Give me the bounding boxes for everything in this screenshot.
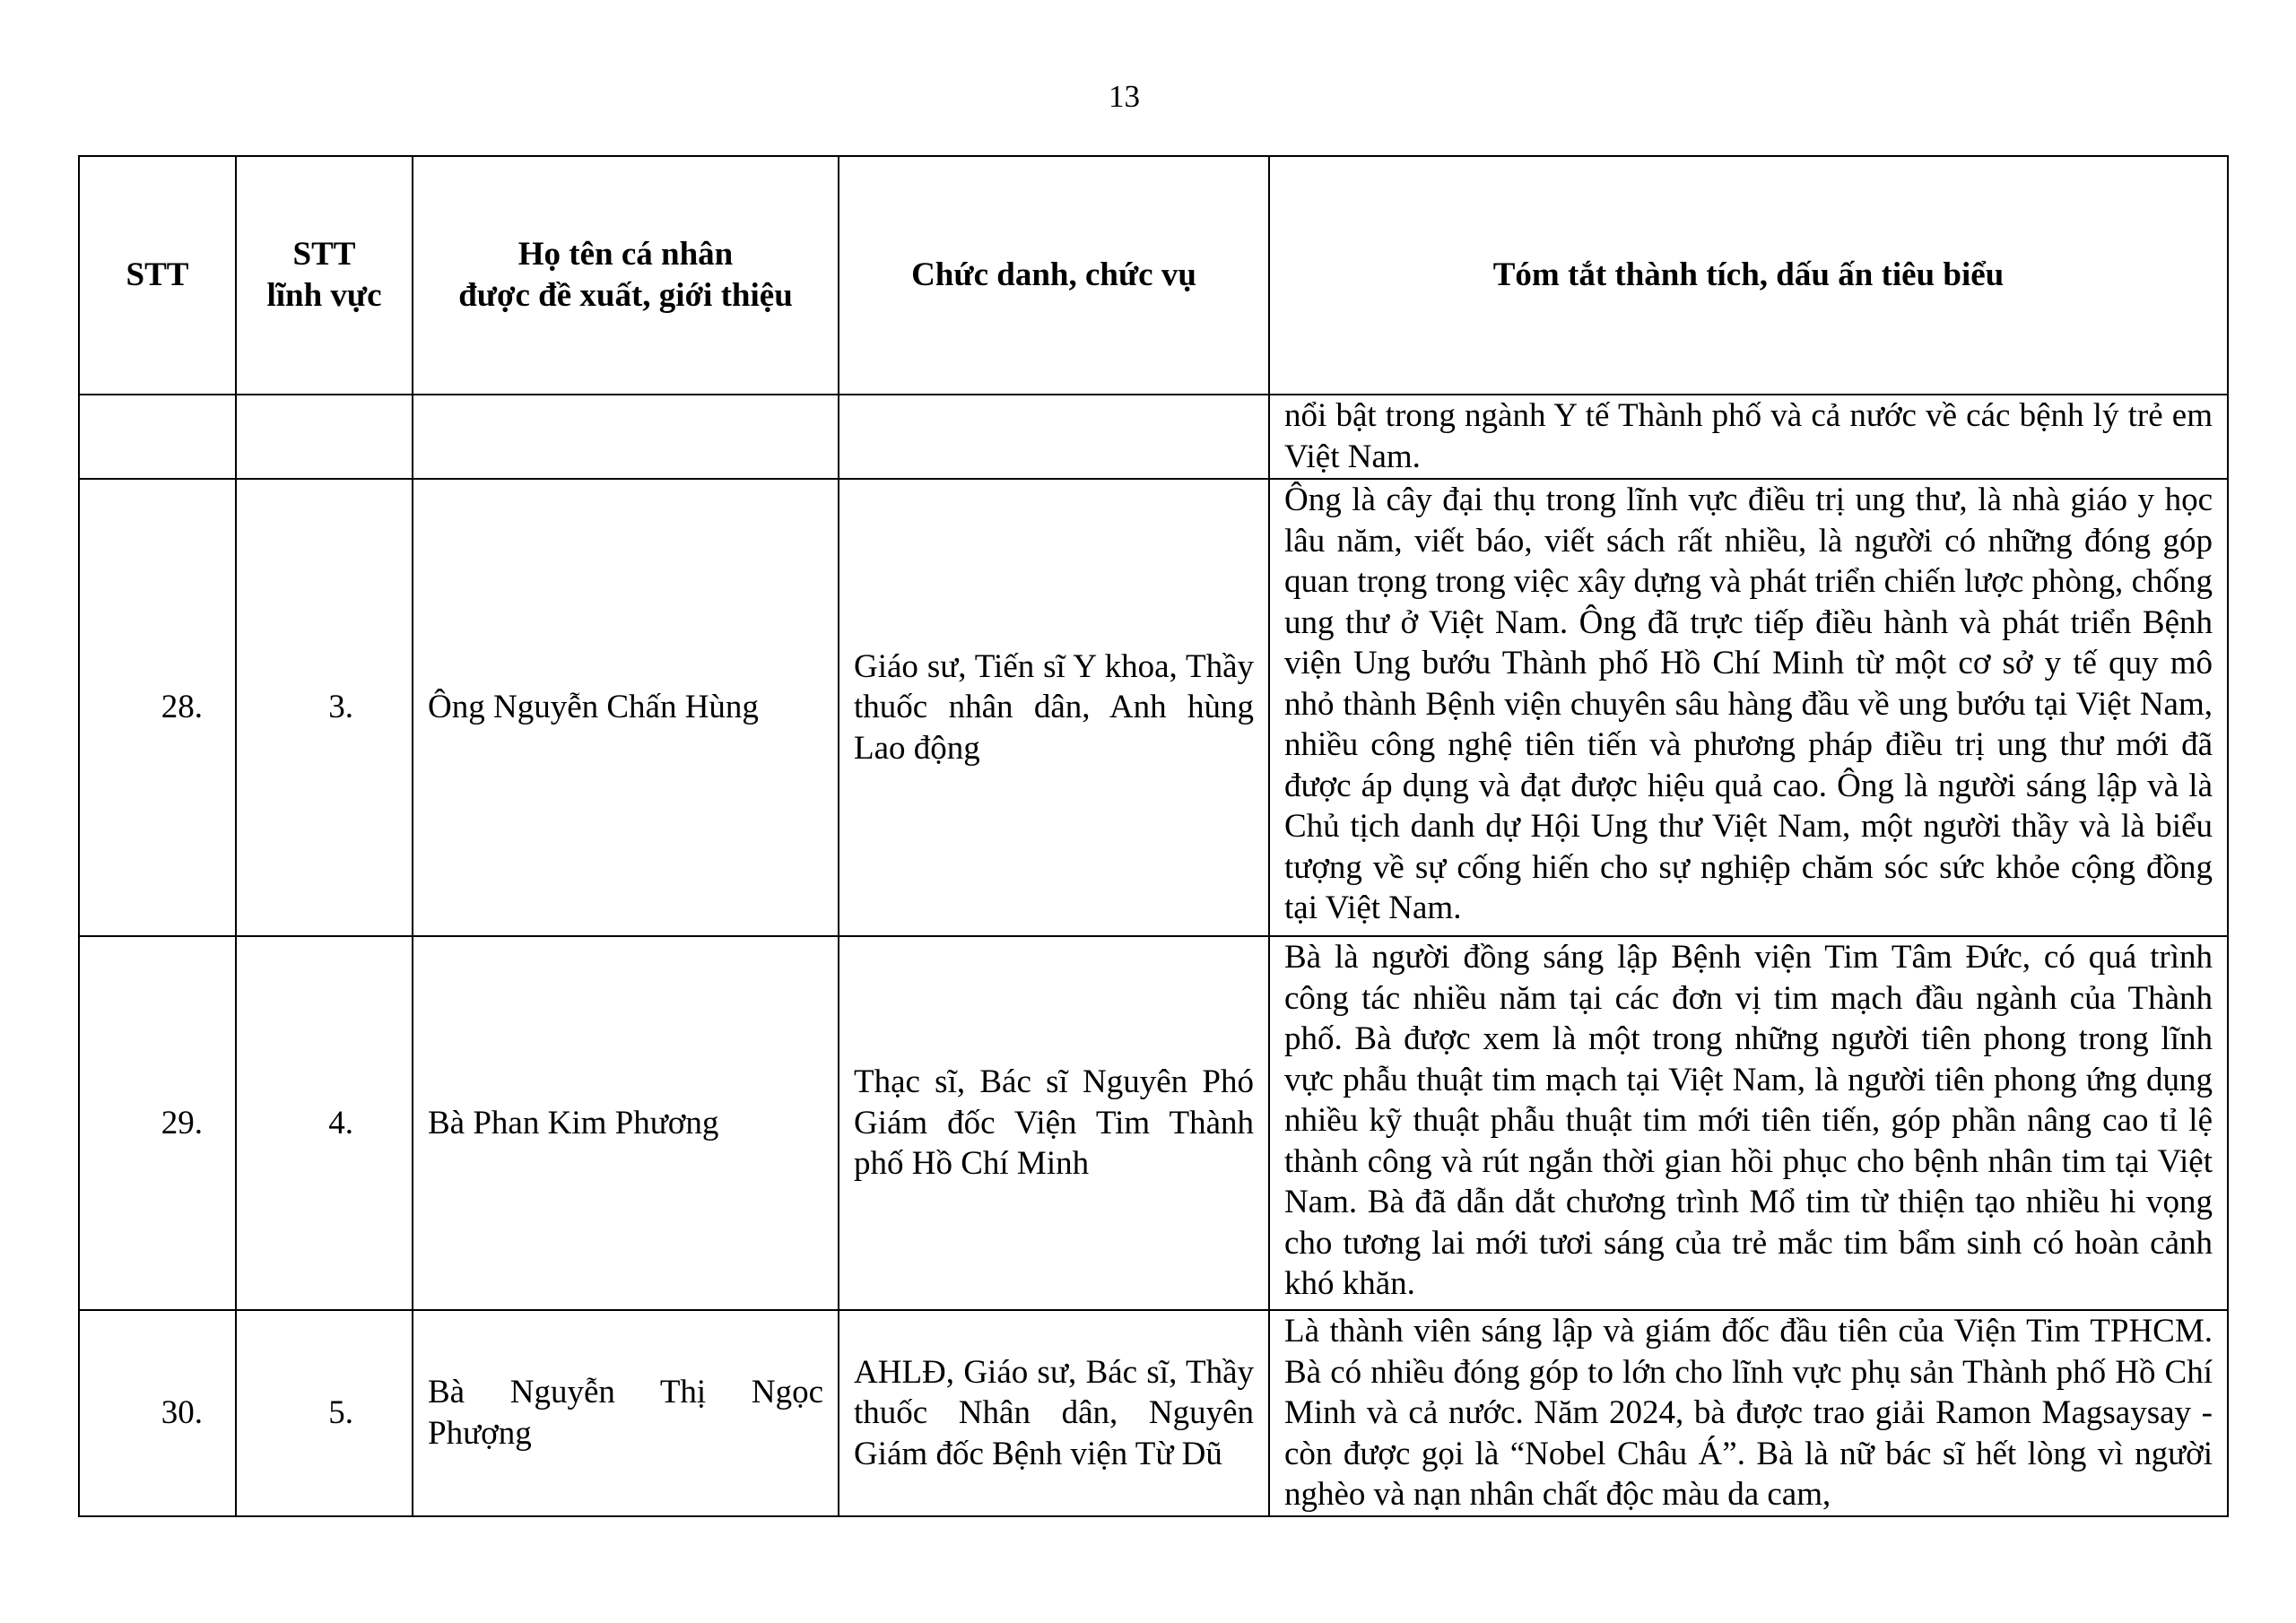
header-field-stt-line2: lĩnh vực bbox=[266, 277, 382, 314]
cell-title bbox=[839, 395, 1269, 479]
cell-field-stt: 5. bbox=[236, 1310, 413, 1516]
header-title: Chức danh, chức vụ bbox=[839, 156, 1269, 395]
page-number: 13 bbox=[1109, 79, 1140, 114]
cell-field-stt: 3. bbox=[236, 479, 413, 936]
cell-summary: Là thành viên sáng lập và giám đốc đầu tiên của Viện Tim TPHCM. Bà có nhiều đóng góp to lớn cho lĩnh vực phụ sản Thành phố Hồ Chí Minh và cả nước. Năm 2024, bà được trao giải Ramon Magsaysay - còn được gọi là “Nobel Châu Á”. Bà là nữ bác sĩ hết lòng vì người nghèo và nạn nhân chất độc màu da cam, bbox=[1269, 1310, 2228, 1516]
cell-field-stt: 4. bbox=[236, 936, 413, 1310]
cell-summary: Bà là người đồng sáng lập Bệnh viện Tim Tâm Đức, có quá trình công tác nhiều năm tại các đơn vị tim mạch đầu ngành của Thành phố. Bà được xem là một trong những người tiên phong trong lĩnh vực phẫu thuật tim mạch tại Việt Nam, là người tiên phong ứng dụng nhiều kỹ thuật phẫu thuật tim mới tiên tiến, góp phần nâng cao tỉ lệ thành công và rút ngắn thời gian hồi phục cho bệnh nhân tim tại Việt Nam. Bà đã dẫn dắt chương trình Mổ tim từ thiện tạo nhiều hi vọng cho tương lai mới tươi sáng của trẻ mắc tim bẩm sinh có hoàn cảnh khó khăn. bbox=[1269, 936, 2228, 1310]
header-stt: STT bbox=[79, 156, 236, 395]
table-row bbox=[79, 479, 2228, 936]
cell-stt: 30. bbox=[79, 1310, 236, 1516]
cell-name: Bà Nguyễn Thị Ngọc Phượng bbox=[413, 1310, 839, 1516]
header-name-line2: được đề xuất, giới thiệu bbox=[458, 277, 793, 314]
honoree-table bbox=[78, 155, 2229, 1517]
cell-summary: Ông là cây đại thụ trong lĩnh vực điều trị ung thư, là nhà giáo y học lâu năm, viết báo, viết sách rất nhiều, là người có những đóng góp quan trọng trong việc xây dựng và phát triển chiến lược phòng, chống ung thư ở Việt Nam. Ông đã trực tiếp điều hành và phát triển Bệnh viện Ung bướu Thành phố Hồ Chí Minh từ một cơ sở y tế quy mô nhỏ thành Bệnh viện chuyên sâu hàng đầu về ung bướu tại Việt Nam, nhiều công nghệ tiên tiến và phương pháp điều trị ung thư mới đã được áp dụng và đạt được hiệu quả cao. Ông là người sáng lập và là Chủ tịch danh dự Hội Ung thư Việt Nam, một người thầy và là biểu tượng về sự cống hiến cho sự nghiệp chăm sóc sức khỏe cộng đồng tại Việt Nam. bbox=[1269, 479, 2228, 936]
table-row bbox=[79, 395, 2228, 479]
cell-title: Giáo sư, Tiến sĩ Y khoa, Thầy thuốc nhân dân, Anh hùng Lao động bbox=[839, 479, 1269, 936]
cell-name: Ông Nguyễn Chấn Hùng bbox=[413, 479, 839, 936]
header-name bbox=[413, 156, 839, 395]
cell-name bbox=[413, 395, 839, 479]
cell-field-stt bbox=[236, 395, 413, 479]
header-name-line1: Họ tên cá nhân bbox=[517, 236, 734, 273]
cell-stt: 29. bbox=[79, 936, 236, 1310]
header-field-stt-line1: STT bbox=[292, 236, 356, 273]
table-row bbox=[79, 936, 2228, 1310]
header-summary: Tóm tắt thành tích, dấu ấn tiêu biểu bbox=[1269, 156, 2228, 395]
cell-name: Bà Phan Kim Phương bbox=[413, 936, 839, 1310]
header-field-stt bbox=[236, 156, 413, 395]
cell-title: AHLĐ, Giáo sư, Bác sĩ, Thầy thuốc Nhân dân, Nguyên Giám đốc Bệnh viện Từ Dũ bbox=[839, 1310, 1269, 1516]
cell-stt bbox=[79, 395, 236, 479]
cell-stt: 28. bbox=[79, 479, 236, 936]
table-header-row bbox=[79, 156, 2228, 395]
cell-title: Thạc sĩ, Bác sĩ Nguyên Phó Giám đốc Viện Tim Thành phố Hồ Chí Minh bbox=[839, 936, 1269, 1310]
table-row bbox=[79, 1310, 2228, 1516]
cell-summary: nổi bật trong ngành Y tế Thành phố và cả nước về các bệnh lý trẻ em Việt Nam. bbox=[1269, 395, 2228, 479]
